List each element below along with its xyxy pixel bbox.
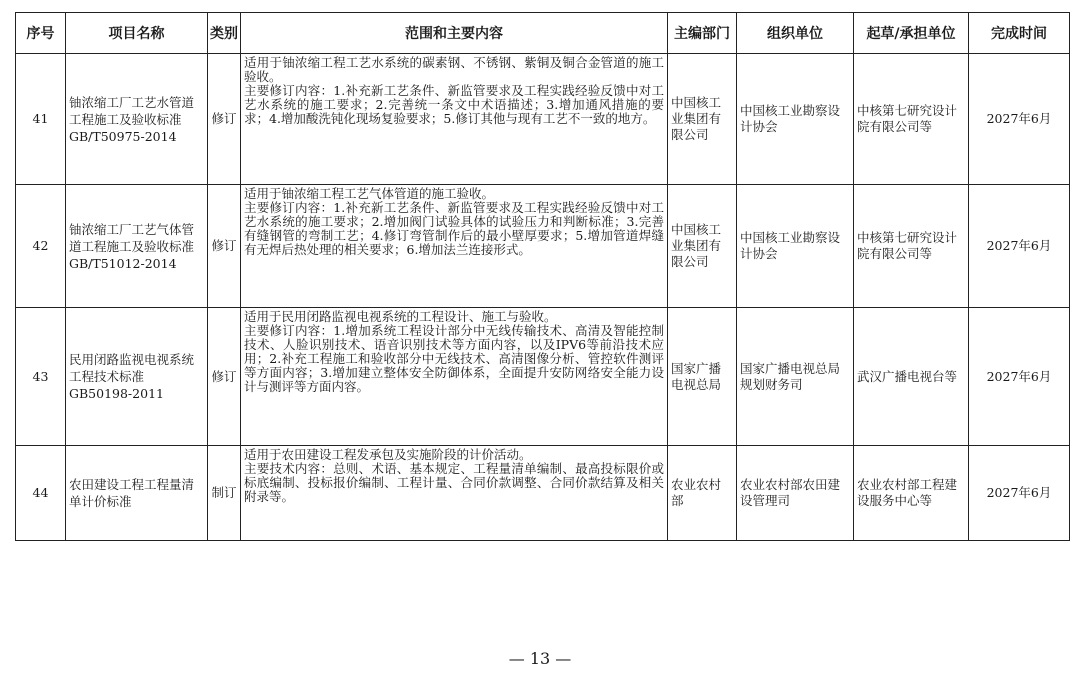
header-scope: 范围和主要内容 [241,13,668,54]
table-header-row [16,13,1070,54]
row-editor-dept: 国家广播电视总局 [668,308,737,446]
row-org-unit: 国家广播电视总局规划财务司 [737,308,854,446]
row-seq: 43 [16,308,66,446]
row-editor-dept: 农业农村部 [668,446,737,541]
row-category: 修订 [208,54,241,185]
table-row [16,54,1070,185]
row-category: 制订 [208,446,241,541]
row-scope [241,308,668,446]
scope-main-content: 主要修订内容：1.补充新工艺条件、新监管要求及工程实践经验反馈中对工艺水系统的施工要求；2.增加阀门试验具体的试验压力和判断标准；3.完善有缝钢管的弯制工艺；4.修订弯管制作后的最小壁厚要求；5.增加管道焊缝有无焊后热处理的相关要求；6.增加法兰连接形式。 [244,200,664,257]
table-row [16,446,1070,541]
row-drafter: 中核第七研究设计院有限公司等 [854,54,969,185]
table-row [16,185,1070,308]
scope-applicability: 适用于铀浓缩工程工艺气体管道的施工验收。 [244,186,495,201]
row-scope [241,446,668,541]
page-number: — 13 — [508,649,572,668]
scope-applicability: 适用于铀浓缩工程工艺水系统的碳素钢、不锈钢、紫铜及铜合金管道的施工验收。 [244,55,664,84]
row-seq: 44 [16,446,66,541]
row-completion: 2027年6月 [969,308,1070,446]
header-completion: 完成时间 [969,13,1070,54]
header-drafter: 起草/承担单位 [854,13,969,54]
row-project-name: 农田建设工程工程量清单计价标准 [66,446,208,541]
header-project-name: 项目名称 [66,13,208,54]
standards-table [15,12,1070,541]
row-scope [241,54,668,185]
header-seq: 序号 [16,13,66,54]
row-completion: 2027年6月 [969,185,1070,308]
header-category: 类别 [208,13,241,54]
row-project-name: 民用闭路监视电视系统工程技术标准GB50198-2011 [66,308,208,446]
row-drafter: 中核第七研究设计院有限公司等 [854,185,969,308]
header-org-unit: 组织单位 [737,13,854,54]
row-drafter: 农业农村部工程建设服务中心等 [854,446,969,541]
header-editor-dept: 主编部门 [668,13,737,54]
row-completion: 2027年6月 [969,446,1070,541]
scope-applicability: 适用于民用闭路监视电视系统的工程设计、施工与验收。 [244,309,557,324]
row-drafter: 武汉广播电视台等 [854,308,969,446]
row-editor-dept: 中国核工业集团有限公司 [668,185,737,308]
row-seq: 41 [16,54,66,185]
row-project-name: 铀浓缩工厂工艺水管道工程施工及验收标准GB/T50975-2014 [66,54,208,185]
row-project-name: 铀浓缩工厂工艺气体管道工程施工及验收标准GB/T51012-2014 [66,185,208,308]
row-scope [241,185,668,308]
scope-applicability: 适用于农田建设工程发承包及实施阶段的计价活动。 [244,447,532,462]
row-seq: 42 [16,185,66,308]
row-editor-dept: 中国核工业集团有限公司 [668,54,737,185]
row-category: 修订 [208,308,241,446]
row-completion: 2027年6月 [969,54,1070,185]
row-org-unit: 中国核工业勘察设计协会 [737,54,854,185]
scope-main-content: 主要技术内容：总则、术语、基本规定、工程量清单编制、最高投标限价或标底编制、投标报价编制、工程计量、合同价款调整、合同价款结算及相关附录等。 [244,461,664,504]
scope-main-content: 主要修订内容：1.增加系统工程设计部分中无线传输技术、高清及智能控制技术、人脸识别技术、语音识别技术等方面内容，以及IPV6等前沿技术应用；2.补充工程施工和验收部分中无线技术、高清图像分析、管控软件测评等方面内容；3.增加建立整体安全防御体系，全面提升安防网络安全能力设计与测评等方面内容。 [244,323,664,394]
row-category: 修订 [208,185,241,308]
scope-main-content: 主要修订内容：1.补充新工艺条件、新监管要求及工程实践经验反馈中对工艺水系统的施工要求；2.完善统一条文中术语描述；3.增加通风措施的要求；4.增加酸洗钝化现场复验要求；5.修订其他与现有工艺不一致的地方。 [244,83,664,126]
row-org-unit: 中国核工业勘察设计协会 [737,185,854,308]
row-org-unit: 农业农村部农田建设管理司 [737,446,854,541]
table-row [16,308,1070,446]
